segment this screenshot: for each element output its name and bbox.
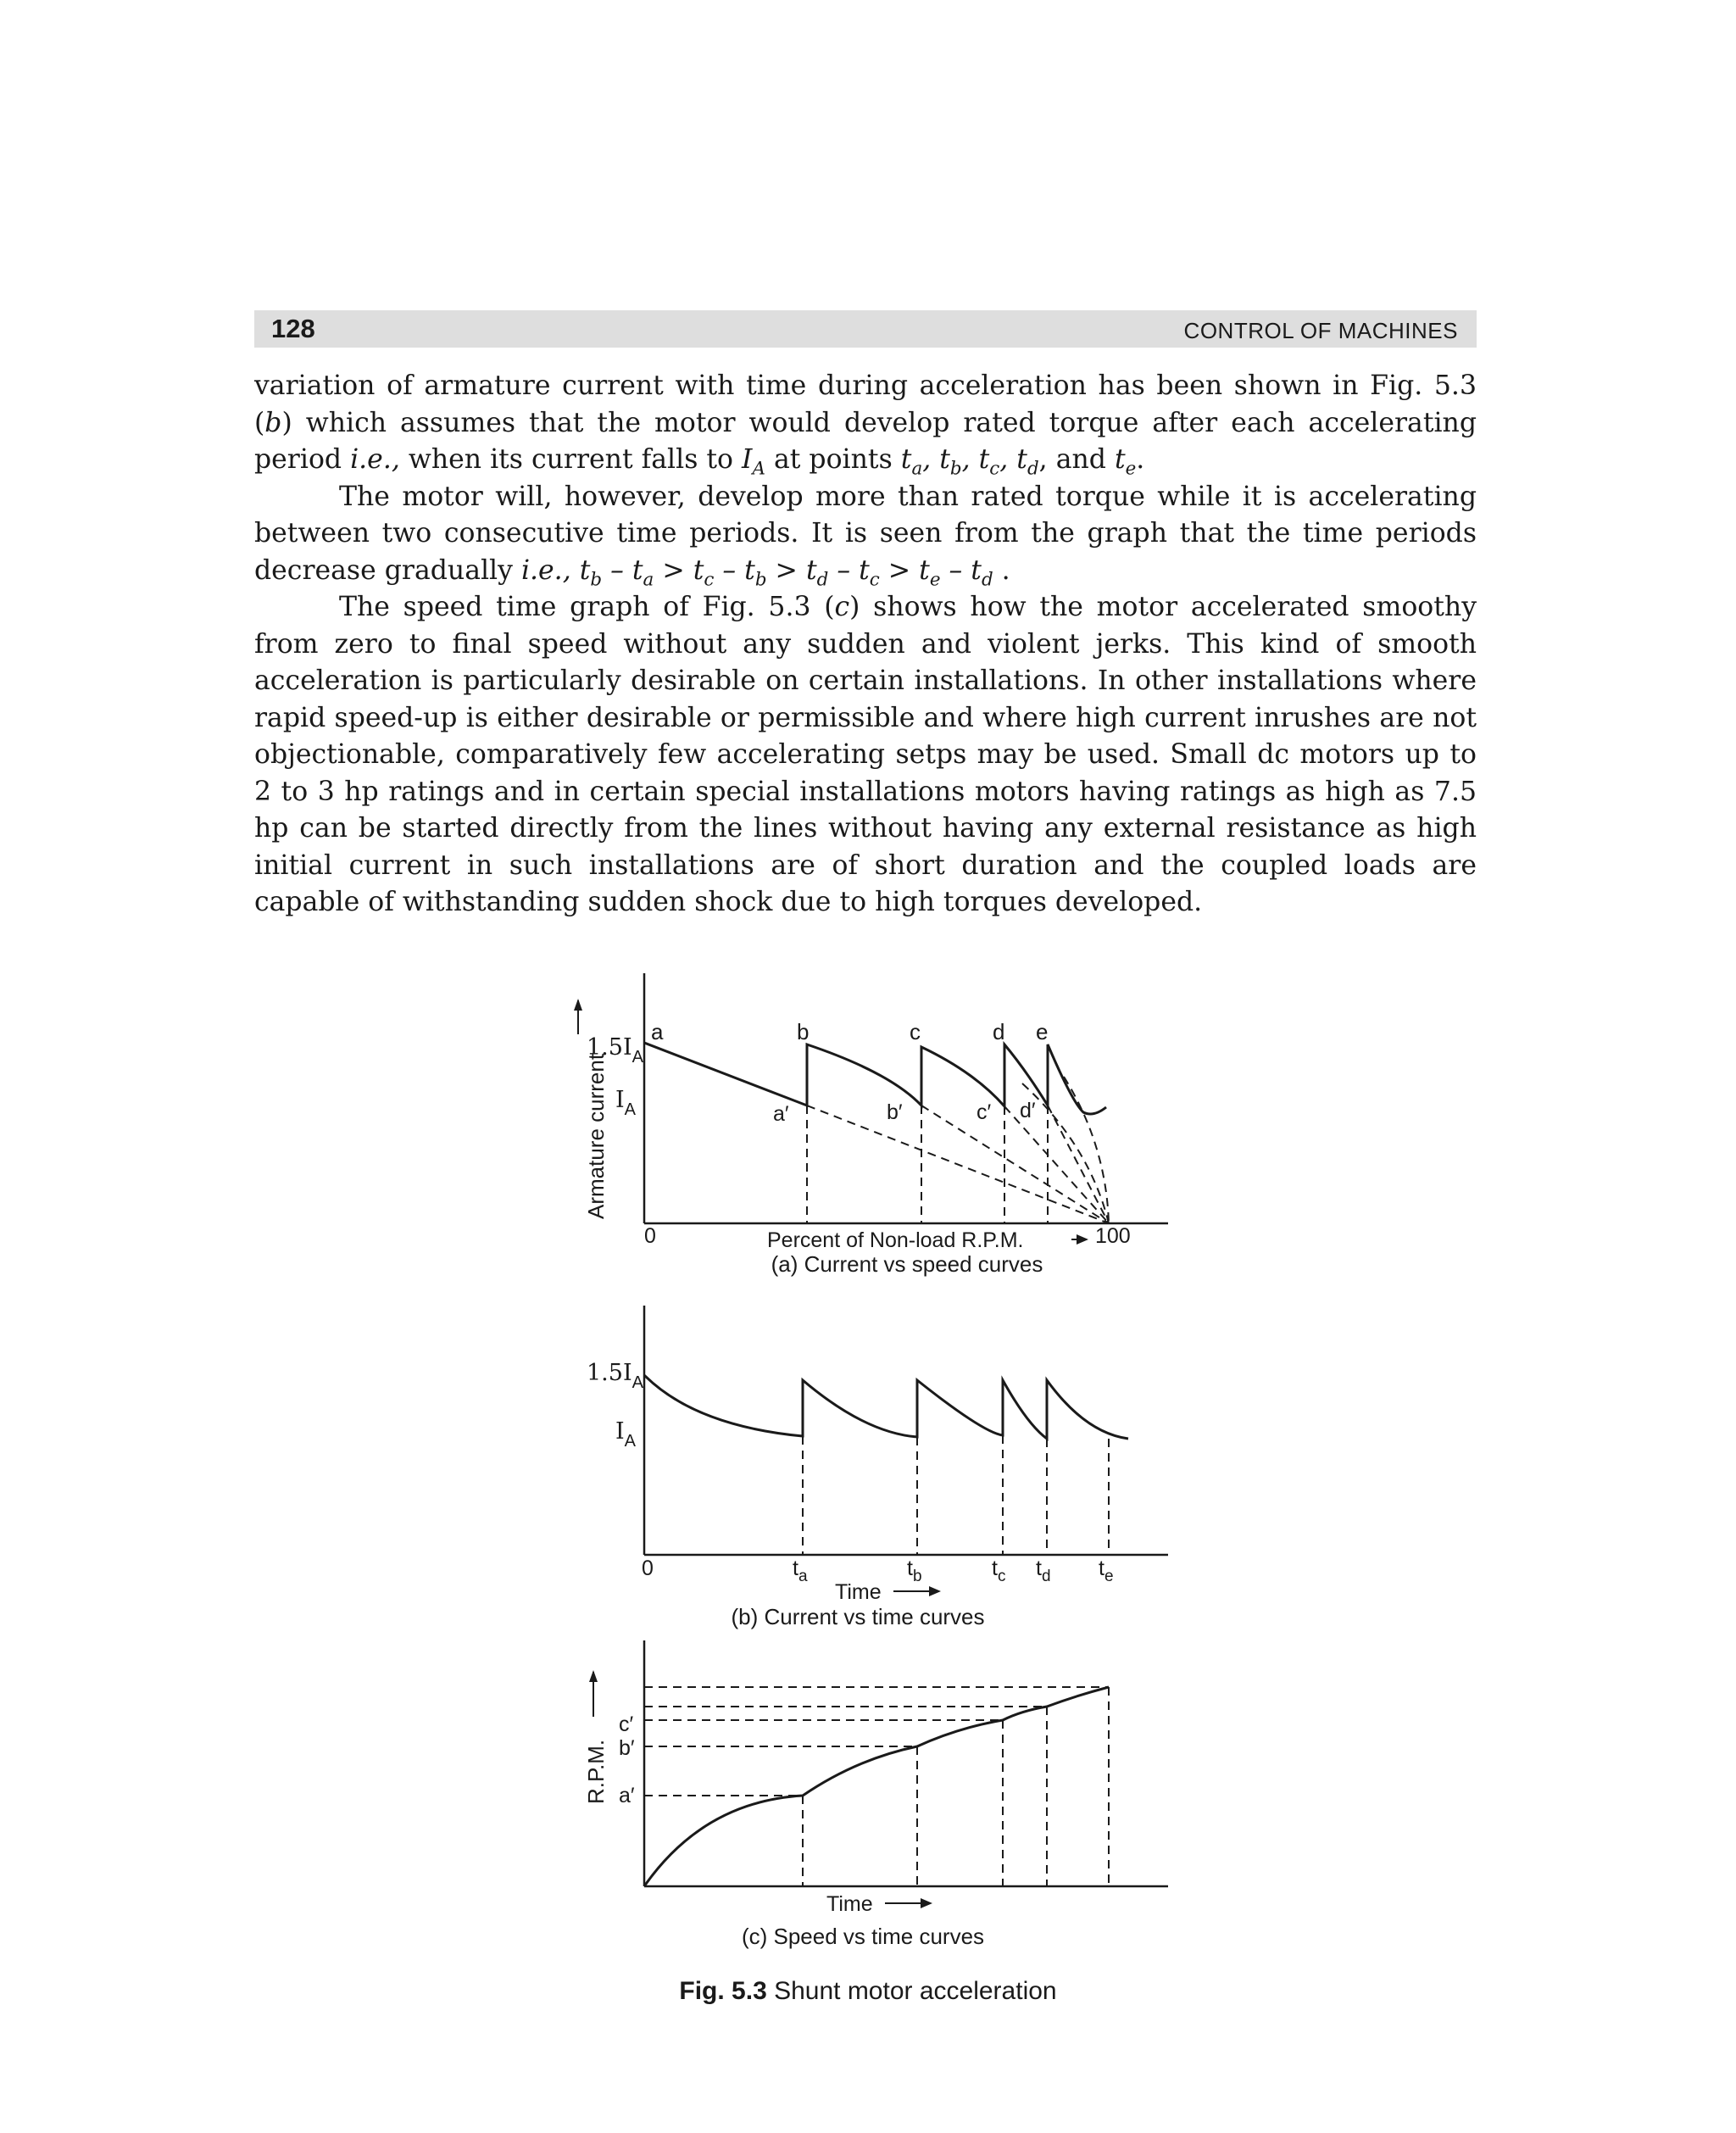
chart-b-dashed-lines [803, 1435, 1109, 1555]
chart-c-ylabel: R.P.M. [583, 1739, 609, 1804]
chart-a-tick-low: $I_A$ [615, 1087, 637, 1119]
running-head: CONTROL OF MACHINES [1183, 318, 1458, 343]
chart-c-xlabel: Time [826, 1892, 873, 1916]
page-number: 128 [271, 314, 315, 343]
chart-a-point-a-prime: a′ [773, 1102, 789, 1126]
chart-c-dashed-lines [644, 1687, 1109, 1886]
chart-c-speed-curve [644, 1687, 1109, 1886]
chart-c-tick-a-prime: a′ [619, 1784, 635, 1807]
chart-b-tick-ta: $t_a$ [793, 1557, 808, 1585]
chart-b-caption: (b) Current vs time curves [731, 1604, 985, 1629]
chart-a-point-b: b [797, 1019, 810, 1044]
chart-a-point-c: c [910, 1019, 921, 1044]
chart-a-tick-high: $1.5I_A$ [587, 1034, 643, 1066]
chart-c [583, 1640, 1168, 1949]
chart-b-x-arrowhead [929, 1586, 941, 1596]
chart-b-tick-tb: $t_b$ [907, 1557, 922, 1585]
chart-a-x-end: 100 [1095, 1224, 1131, 1248]
chart-a-ylabel: Armature current [583, 1053, 609, 1219]
chart-b-current-curve [644, 1375, 1128, 1439]
chart-b [587, 1306, 1168, 1629]
chart-c-tick-b-prime: b′ [619, 1736, 635, 1760]
paragraph-3: The speed time graph of Fig. 5.3 (c) shows how the motor accelerated smoothy from zero to final speed without any sudden and violent jerks. This kind of smooth acceleration is particularly desirable on certain installations. In other installations where rapid speed-up is either desirable or permissible and where high current inrushes are not objectionable, comparatively few accelerating setps may be used. Small dc motors up to 2 to 3 hp ratings and in certain special installations motors having ratings as high as 7.5 hp can be started directly from the lines without having any external resistance as high initial current in such installations are of short duration and the coupled loads are capable of withstanding sudden shock due to high torques developed. [254, 592, 1477, 917]
chart-a-x-arrowhead [1077, 1234, 1088, 1245]
chart-a-point-d: d [993, 1019, 1005, 1044]
chart-a-caption: (a) Current vs speed curves [771, 1251, 1043, 1277]
chart-a-xlabel: Percent of Non-load R.P.M. [767, 1228, 1024, 1252]
chart-a-point-d-prime: d′ [1020, 1099, 1036, 1122]
chart-a [578, 973, 1168, 1277]
chart-a-current-curve [644, 1043, 1106, 1114]
math-ia: $I_A$ [742, 444, 765, 480]
chart-b-tick-tc: $t_c$ [992, 1557, 1006, 1585]
chart-b-tick-low: $I_A$ [615, 1418, 637, 1451]
chart-b-xlabel: Time [835, 1580, 882, 1604]
chart-b-tick-te: $t_e$ [1099, 1557, 1114, 1585]
chart-a-point-a: a [651, 1019, 664, 1044]
figure-caption: Fig. 5.3 Shunt motor acceleration [679, 1977, 1057, 2005]
chart-c-caption: (c) Speed vs time curves [741, 1924, 985, 1949]
math-inequality: $t_b - t_a > t_c - t_b > t_d - t_c > t_e - t_d$ [579, 554, 993, 590]
chart-a-origin: 0 [644, 1224, 656, 1248]
chart-a-point-b-prime: b′ [887, 1100, 903, 1124]
chart-b-tick-high: $1.5I_A$ [587, 1360, 643, 1392]
math-time-points: $t_a$, $t_b$, $t_c$, $t_d$ [900, 444, 1039, 480]
chart-b-origin: 0 [642, 1557, 654, 1580]
chart-a-point-e: e [1036, 1019, 1049, 1044]
paragraph-1: variation of armature current with time during acceleration has been shown in Fig. 5.3 (b) which assumes that the motor would develop rated torque after each accelerating period i.e., when its current falls to $I_A$ at points $t_a$, $t_b$, $t_c$, $t_d$, and $t_e$. [254, 370, 1477, 480]
chart-c-x-arrowhead [921, 1898, 932, 1908]
paragraph-2: The motor will, however, develop more than rated torque while it is accelerating between two consecutive time periods. It is seen from the graph that the time periods decrease gradually i.e., $t_b - t_a > t_c - t_b > t_d - t_c > t_e - t_d$ . [254, 481, 1477, 590]
chart-b-tick-td: $t_d$ [1036, 1557, 1051, 1585]
chart-a-point-c-prime: c′ [976, 1100, 992, 1124]
chart-c-tick-c-prime: c′ [619, 1713, 634, 1736]
chart-a-dashed-lines [807, 1077, 1109, 1223]
